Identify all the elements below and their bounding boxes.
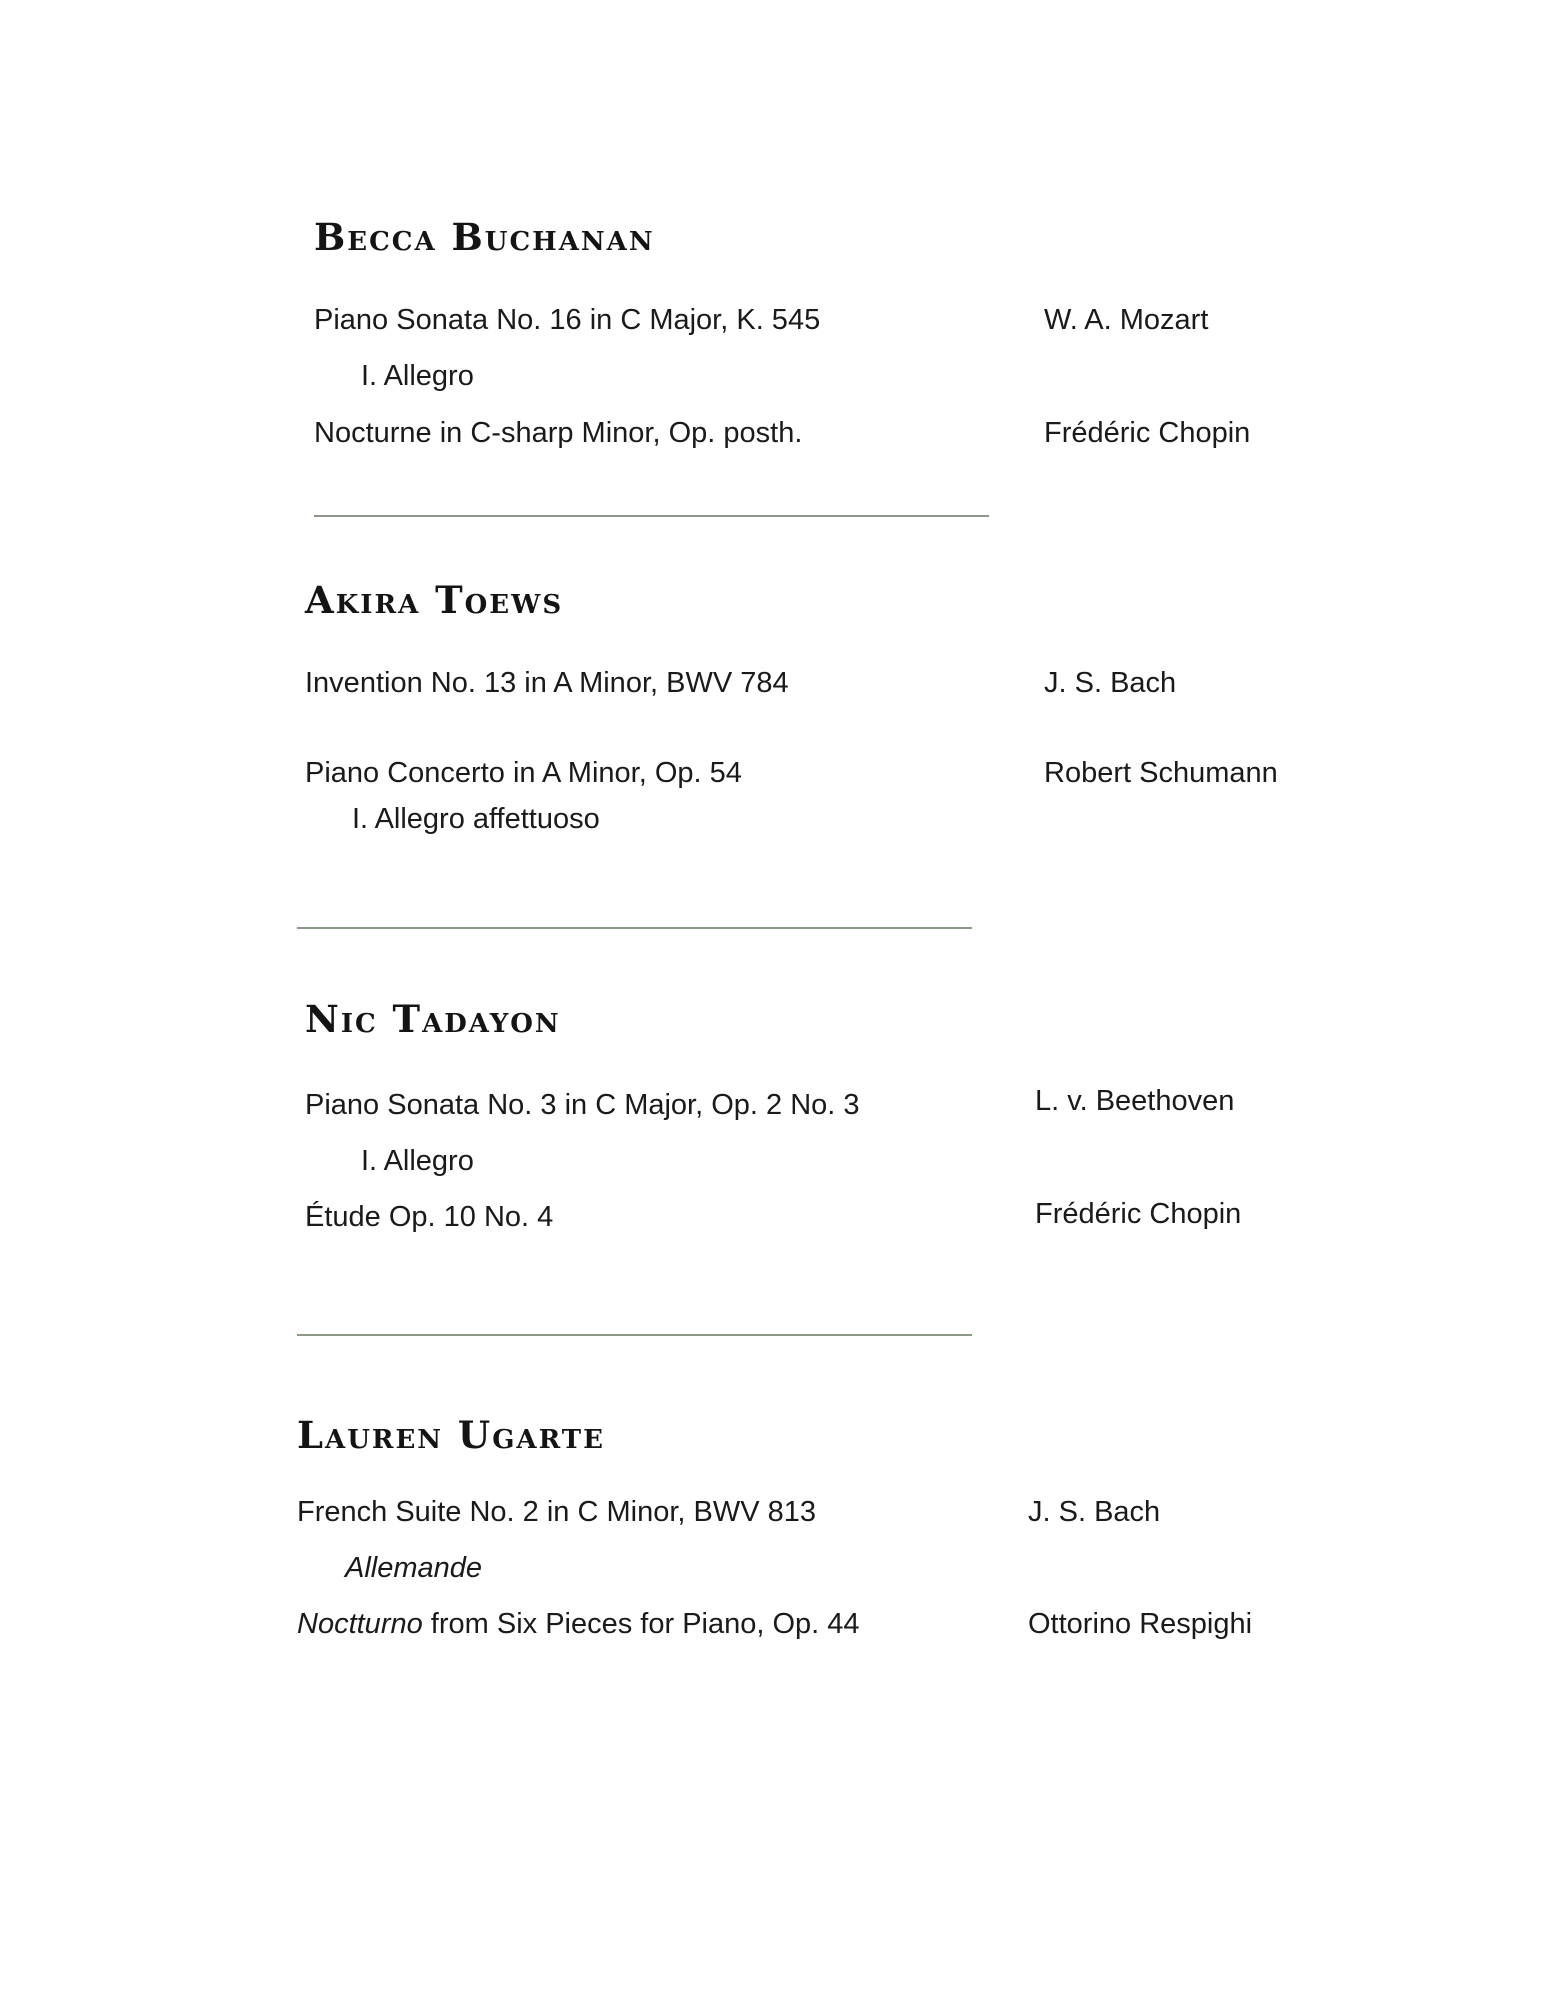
composer-name: Frédéric Chopin bbox=[1044, 417, 1251, 449]
piece-title: Invention No. 13 in A Minor, BWV 784 bbox=[305, 667, 789, 699]
piece-title: Piano Concerto in A Minor, Op. 54 bbox=[305, 757, 742, 789]
piece-title: Piano Sonata No. 16 in C Major, K. 545 bbox=[314, 304, 821, 336]
movement-title: I. Allegro affettuoso bbox=[352, 803, 600, 835]
composer-name: L. v. Beethoven bbox=[1035, 1085, 1235, 1117]
movement-title: I. Allegro bbox=[361, 1145, 474, 1177]
piece-title-italic: Noctturno bbox=[297, 1608, 423, 1640]
performer-name: Nic Tadayon bbox=[305, 997, 561, 1041]
section-divider bbox=[297, 927, 972, 929]
movement-title: I. Allegro bbox=[361, 360, 474, 392]
piece-title: Étude Op. 10 No. 4 bbox=[305, 1201, 554, 1233]
piece-title: Nocturne in C-sharp Minor, Op. posth. bbox=[314, 417, 803, 449]
composer-name: Ottorino Respighi bbox=[1028, 1608, 1253, 1640]
composer-name: Robert Schumann bbox=[1044, 757, 1278, 789]
composer-name: J. S. Bach bbox=[1028, 1496, 1161, 1528]
piece-title: Piano Sonata No. 3 in C Major, Op. 2 No. 3 bbox=[305, 1089, 860, 1121]
section-divider bbox=[314, 515, 989, 517]
piece-title bbox=[297, 1610, 860, 1639]
performer-name: Akira Toews bbox=[305, 578, 564, 622]
movement-title: Allemande bbox=[345, 1552, 483, 1584]
composer-name: Frédéric Chopin bbox=[1035, 1198, 1242, 1230]
performer-name: Becca Buchanan bbox=[314, 215, 655, 259]
section-divider bbox=[297, 1334, 972, 1336]
performer-name: Lauren Ugarte bbox=[297, 1413, 605, 1457]
piece-title-rest: from Six Pieces for Piano, Op. 44 bbox=[422, 1608, 860, 1640]
composer-name: W. A. Mozart bbox=[1044, 304, 1209, 336]
piece-title: French Suite No. 2 in C Minor, BWV 813 bbox=[297, 1496, 816, 1528]
composer-name: J. S. Bach bbox=[1044, 667, 1177, 699]
